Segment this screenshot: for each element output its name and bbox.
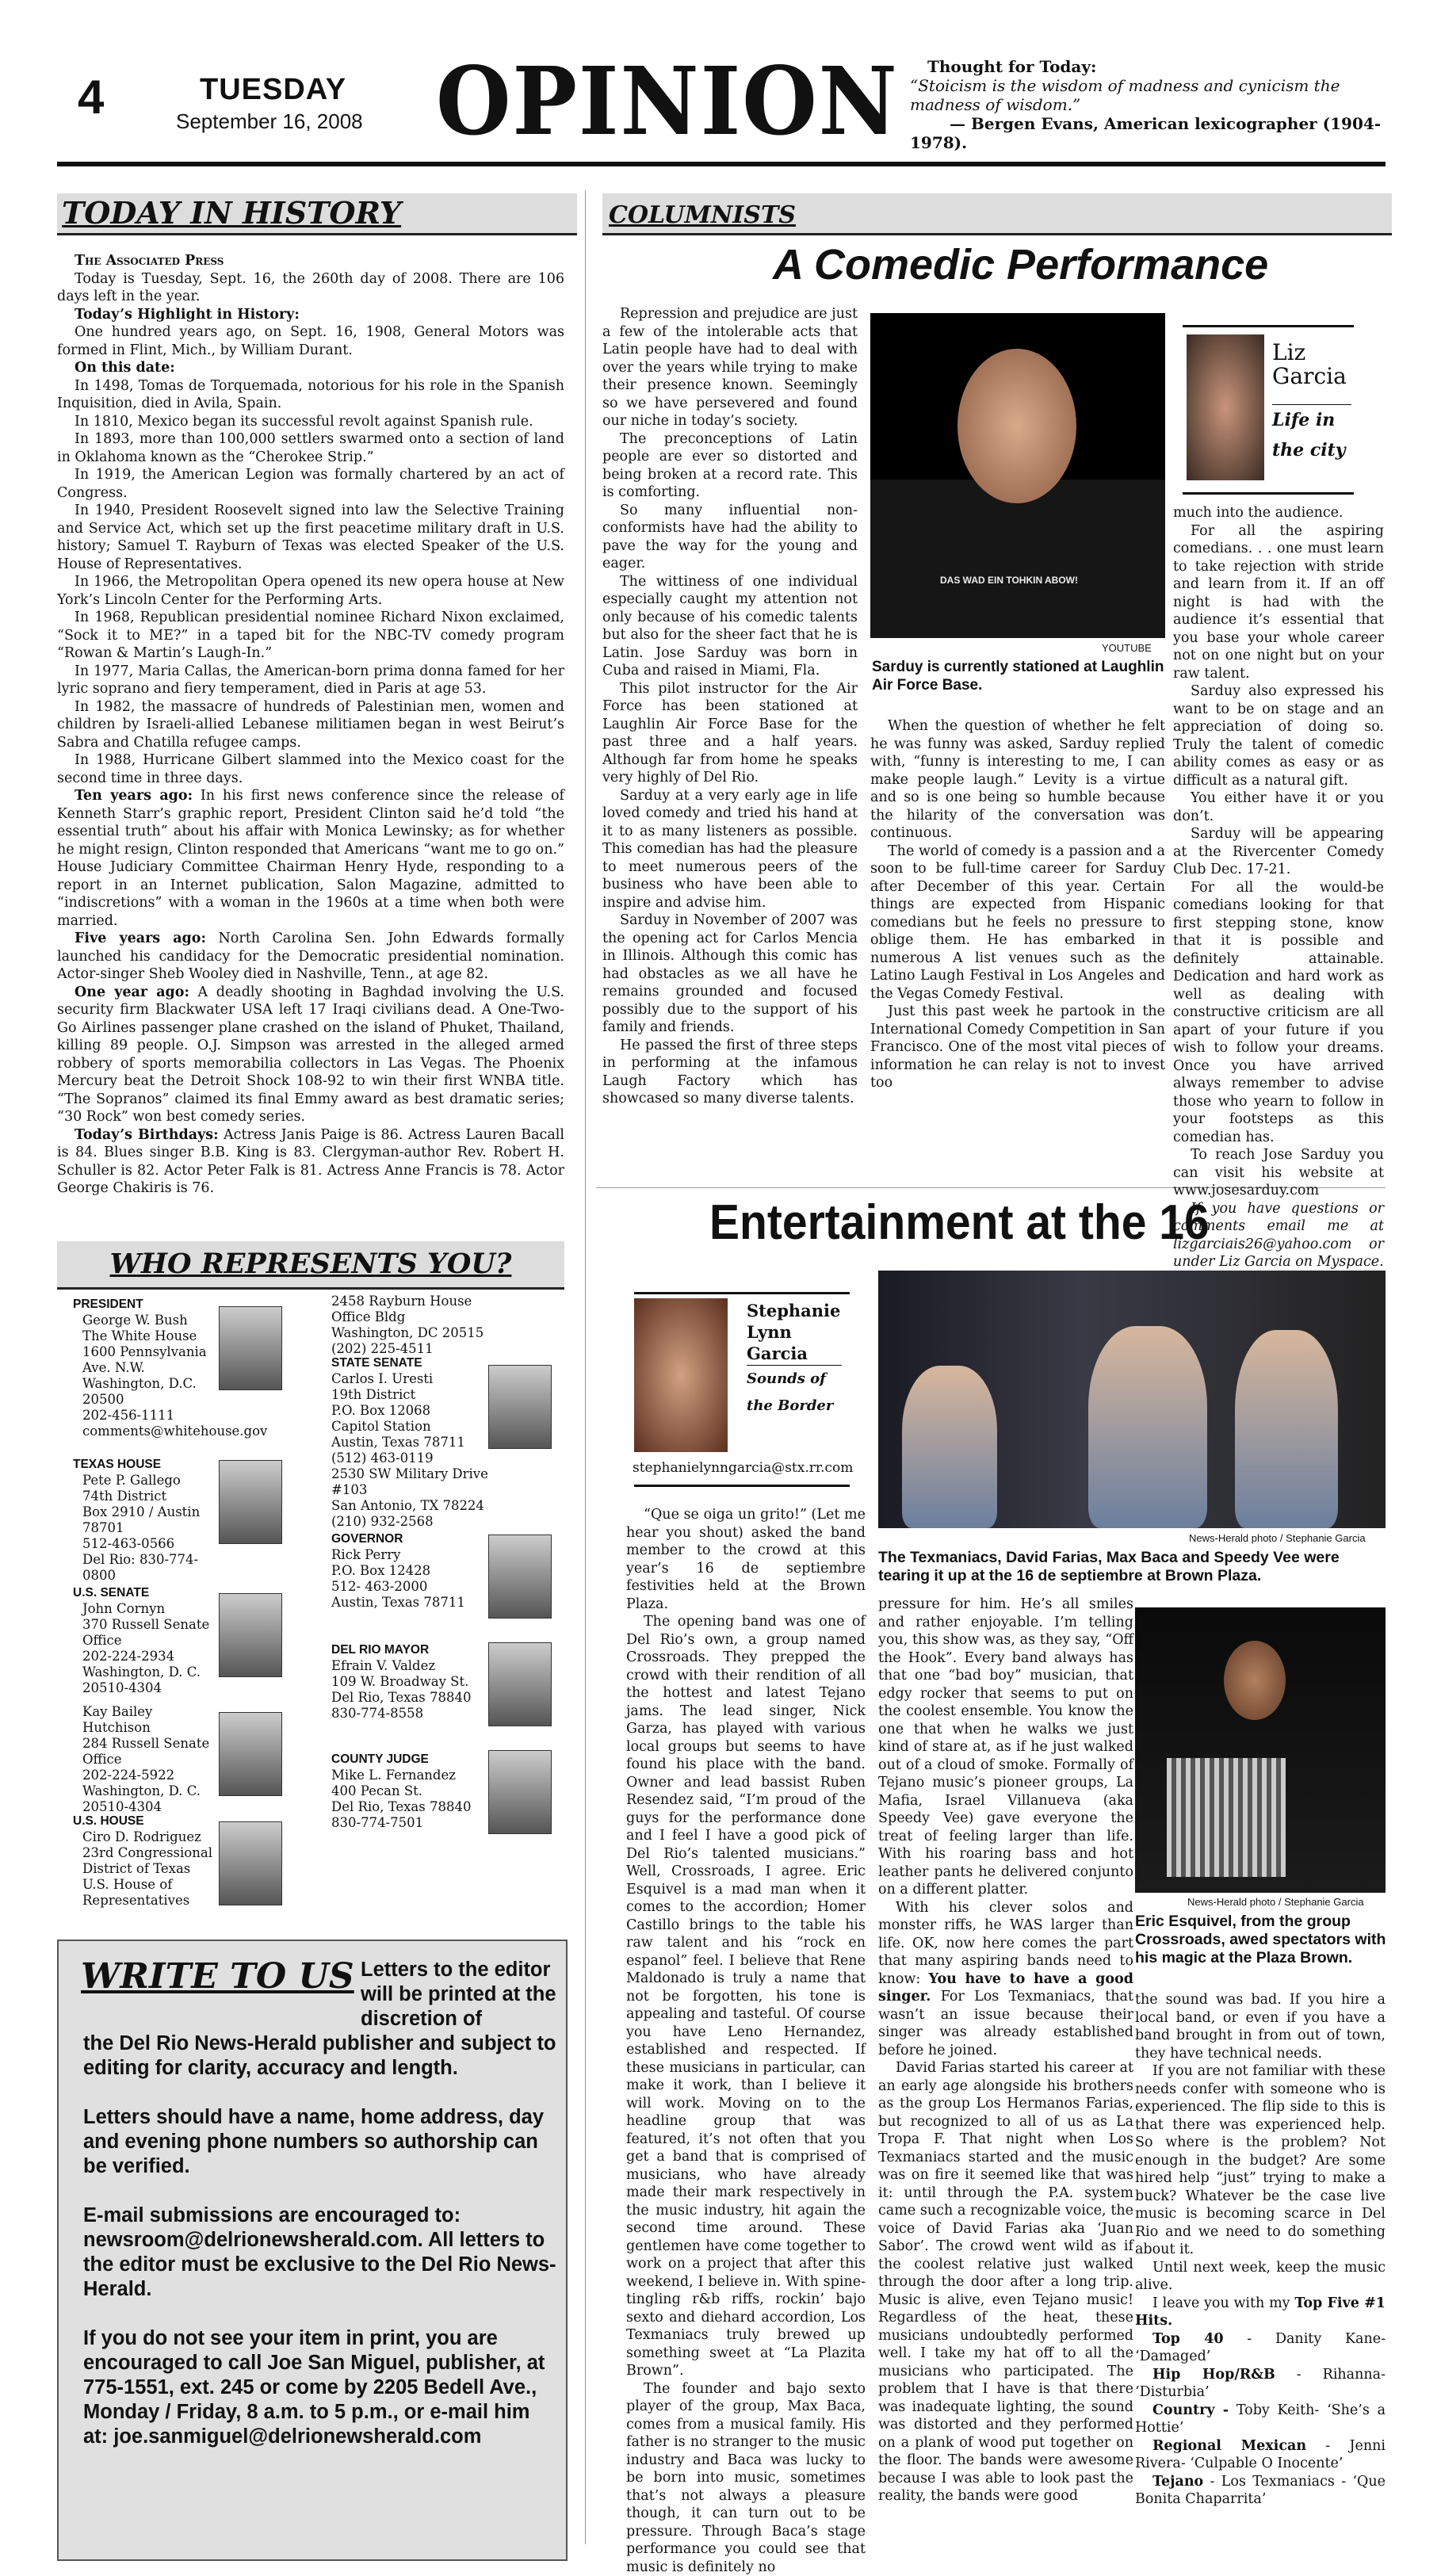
band-photo [878,1271,1386,1528]
hit-text: - Rihanna- ‘Disturbia’ [1135,2367,1386,2401]
rep-photo [219,1593,282,1677]
write-to-us-body [83,2031,559,2474]
history-event: In 1977, Maria Callas, the American-born prima donna famed for her lyric soprano and fiery temperament, died in Paris at age 53. [57,663,564,698]
article-text: I leave you with my [1152,2295,1290,2311]
rep-house-office [331,1294,490,1357]
rep-title: GOVERNOR [331,1531,490,1547]
history-event: In 1810, Mexico began its successful revolt against Spanish rule. [57,413,564,431]
columnist-column-name: Sounds of the Border [747,1365,842,1420]
hit-text: - Danity Kane- ‘Damaged’ [1135,2331,1386,2365]
hit-label: Top 40 [1152,2331,1224,2347]
history-event: In 1940, President Roosevelt signed into law the Selective Training and Service Act, which set up the first peacetime military draft in U.S. history; Samuel T. Rayburn of Texas was elected Speaker of the U.S. House of Representatives. [57,502,564,573]
hit-label: Regional Mexican [1152,2438,1306,2454]
rep-details: George W. Bush The White House 1600 Pennsylvania Ave. N.W. Washington, D.C. 20500 202-456-1111 comments@whitehouse.gov [73,1313,216,1439]
photo-shirt [870,480,1165,638]
rep-photo [219,1306,282,1390]
article-paragraph: Until next week, keep the music alive. [1135,2259,1386,2295]
hit-text: Toby Keith- ‘She’s a Hottie’ [1135,2402,1386,2436]
rep-details: Kay Bailey Hutchison 284 Russell Senate Office 202-224-5922 Washington, D. C. 20510-4304 [73,1704,216,1815]
history-event: In 1919, the American Legion was formally chartered by an act of Congress. [57,466,564,502]
column-paragraph: Repression and prejudice are just a few of the intolerable acts that Latin people have had to deal with over the years while trying to make their presence known. Seemingly so we have persevered and found our niche in today’s society. [602,305,858,430]
rep-us-senate-cornyn [73,1585,216,1696]
entertainment-text-a [626,1506,866,2576]
issue-date: September 16, 2008 [176,109,363,134]
masthead-rule [57,162,1386,166]
photo-caption: Eric Esquivel, from the group Crossroads, awed spectators with his magic at the Plaza Brown. [1135,1913,1387,1967]
column-paragraph: The preconceptions of Latin people are ever so distorted and being broken at a record rate. This is comforting. [602,430,858,502]
article-paragraph: “Que se oiga un grito!” (Let me hear you shout) asked the band member to the crowd at this year’s 16 de septiembre festivities held at the Brown Plaza. [626,1506,866,1613]
column-paragraph: The world of comedy is a passion and a soon to be full-time career for Sarduy after December of this year. Certain things are expected from Hispanic comedians but he feels no pressure to oblige them. He has embarked in numerous A list venues such as the Latino Laugh Festival in Los Angeles and the Vegas Comedy Festival. [870,843,1165,1003]
history-on-this-date-label: On this date: [57,359,564,377]
column-paragraph: Sarduy will be appearing at the Rivercenter Comedy Club Dec. 17-21. [1173,825,1384,879]
column-paragraph: When the question of whether he felt he was funny was asked, Sarduy replied with, “funny is interesting to me, I can make people laugh.” Levity is a virtue and so is one being so humble because the hilarity of the conversation was continuous. [870,717,1165,843]
history-event: In 1982, the massacre of hundreds of Palestinian men, women and children by Israeli-allied Lebanese militiamen began in west Beirut’s Sabra and Chatilla refugee camps. [57,698,564,752]
musician-figure [1088,1326,1207,1528]
photo-face [957,349,1076,503]
rep-photo [219,1712,282,1796]
write-paragraph: Letters should have a name, home address, day and evening phone numbers so authorship can be verified. [83,2105,559,2179]
photo-credit: News-Herald photo / Stephanie Garcia [1187,1896,1364,1908]
ten-years-label: Ten years ago: [75,788,193,804]
rep-details: Mike L. Fernandez 400 Pecan St. Del Rio, Texas 78840 830-774-7501 [331,1768,490,1831]
columnist-name: Stephanie Lynn Garcia [747,1300,842,1364]
column-paragraph: much into the audience. [1173,504,1384,522]
rep-state-senate [331,1355,490,1530]
column-divider [585,190,586,2544]
photo-caption: Sarduy is currently stationed at Laughlin Air Force Base. [872,658,1165,694]
article-paragraph: The opening band was one of Del Rio’s own, a group named Crossroads. They prepped the crowd with their rendition of all the hottest and latest Tejano jams. The lead singer, Nick Garza, has played with various local groups but seems to have found his place with the band. Owner and lead bassist Ruben Resendez said, “I’m proud of the guys for the performance done and I feel I have a good pick of Del Rio’s talented musicians.” Well, Crossroads, I agree. Eric Esquivel is a mad man when it comes to the accordion; Homer Castillo brings to the table his raw talent and his “rock en espanol” feel. I believe that Rene Maldonado is truly a name that not be forgotten, his tone is appealing and tasteful. Of course you have Leno Hernandez, established and respected. If these musicians in particular, can make it work, than I believe it will work. Moving on to the headline group that was featured, it’s not often that you get a band that is comprised of musicians, who have already made their mark respectively in the music industry, hit again the second time around. These gentlemen have come together to work on a project that after this weekend, I believe in. With spine-tingling r&b riffs, rockin’ bajo sexto and diehard accordion, Los Texmaniacs truly brewed up something sweet at “La Plazita Brown”. [626,1613,866,2380]
rep-us-senate-hutchison [73,1704,216,1815]
photo-credit: YOUTUBE [1102,642,1152,654]
rep-county-judge [331,1752,490,1831]
rep-photo [488,1750,552,1834]
history-event: In 1893, more than 100,000 settlers swarmed onto a section of land in Oklahoma known as the “Cherokee Strip.” [57,430,564,466]
rep-photo [219,1460,282,1544]
rep-title: DEL RIO MAYOR [331,1642,490,1658]
column-text-a [602,305,858,1108]
article-emphasis: You have to have a good singer. [878,1971,1133,2005]
ten-years-text: In his first news conference since the release of Kenneth Starr’s graphic report, President Clinton said he’d told “the essential truth” about his affair with Monica Lewinsky; as for whether he might resign, Clinton responded that Americans “want me to go on.” House Judiciary Committee Chairman Henry Hyde, responding to a report in an Internet publication, Salon Magazine, admitted to “indiscretions” with a woman in the 1960s at a time when both were married. [57,788,564,929]
musician-figure [902,1366,997,1528]
article-paragraph: pressure for him. He’s all smiles and rather enjoyable. I’m telling you, this show was, as they say, “Off the Hook”. Every band always has that one “bad boy” musician, that edgy rocker that seems to put on the coolest ensemble. You know the one that when he walks we just kind of stare at, as if he just walked out of a cloud of smoke. Formally of Tejano music’s pioneer groups, La Mafia, Israel Villanueva (aka Speedy Vee) gave everyone the treat of feeling larger than life. With his roaring bass and hot leather pants he delivered conjunto on a different platter. [878,1596,1133,1899]
five-years-label: Five years ago: [75,931,206,946]
column-paragraph: For all the aspiring comedians. . . one must learn to take rejection with stride and learn from it. If an off night is had with the audience it’s essential that you base your whole career not on one night but on your raw talent. [1173,522,1384,683]
rep-us-house [73,1814,216,1909]
article-paragraph: the sound was bad. If you hire a local band, or even if you have a band brought in from out of town, they have technical needs. [1135,1991,1386,2062]
article-text: For Los Texmaniacs, that wasn’t an issue because their singer was already established before he joined. [878,1989,1133,2058]
who-represents-heading: WHO REPRESENTS YOU? [57,1241,564,1290]
rep-title: TEXAS HOUSE [73,1457,216,1473]
rep-president [73,1297,216,1439]
accordionist-photo [1135,1607,1386,1893]
birthdays-text: Actress Janis Paige is 86. Actress Lauren Bacall is 84. Blues singer B.B. King is 83. Clergyman-author Rev. Robert H. Schuller is 82. Actor Peter Falk is 81. Actress Anne Francis is 78. Actor George Chakiris is 76. [57,1127,564,1197]
column-text-c [1173,504,1384,1271]
rep-photo [488,1642,552,1726]
history-highlight-label: Today’s Highlight in History: [57,306,564,324]
columnists-heading: COLUMNISTS [602,193,1392,235]
rep-title: PRESIDENT [73,1297,216,1313]
write-paragraph: the Del Rio News-Herald publisher and subject to editing for clarity, accuracy and length. [83,2031,559,2081]
page-number: 4 [78,70,104,124]
columnist-email[interactable]: stephanielynngarcia@stx.rr.com [633,1460,853,1476]
hit-text: - Jenni Rivera- ‘Culpable O Inocente’ [1135,2438,1386,2472]
history-intro: Today is Tuesday, Sept. 16, the 260th day of 2008. There are 106 days left in the year. [57,270,564,306]
write-to-us-heading: WRITE TO US [81,1956,354,1997]
rep-governor [331,1531,490,1611]
comedian-photo [870,313,1165,638]
column-paragraph: To reach Jose Sarduy you can visit his website at www.josesarduy.com [1173,1146,1384,1200]
hit-text: - Los Texmaniacs - ‘Que Bonita Chaparrita’ [1135,2474,1386,2508]
rep-details: Rick Perry P.O. Box 12428 512- 463-2000 Austin, Texas 78711 [331,1547,490,1611]
rep-photo [488,1535,552,1619]
five-years-text: North Carolina Sen. John Edwards formally launched his candidacy for the Democratic presidential nomination. Actor-singer Sheb Wooley died in Nashville, Tenn., at age 82. [57,931,564,982]
article-paragraph: If you are not familiar with these needs confer with someone who is experienced. The flip side to this is that there was experienced help. So where is the problem? Not enough in the budget? Are some hired help “just” trying to make a buck? Whatever be the case live music is becoming scarce in Del Rio and we need to do something about it. [1135,2062,1386,2259]
photo-face [1224,1641,1286,1720]
hit-label: Tejano [1152,2474,1203,2490]
rep-photo [219,1821,282,1905]
write-paragraph: E-mail submissions are encouraged to: newsroom@delrionewsherald.com. All letters to the editor must be exclusive to the Del Rio News-Herald. [83,2203,559,2302]
rep-title: U.S. SENATE [73,1585,216,1601]
rep-texas-house [73,1457,216,1584]
today-in-history-body [57,252,564,1198]
rep-title: COUNTY JUDGE [331,1752,490,1768]
column-paragraph: For all the would-be comedians looking for that first stepping stone, know that it is possible and definitely attainable. Dedication and hard work as well as dealing with constructive criticism are all apart of your future if you wish to follow your dreams. Once you have arrived always remember to advise those who yearn to follow in your footsteps as this comedian has. [1173,879,1384,1147]
article-text: With his clever solos and monster riffs, he WAS larger than life. OK, now here comes the part that many aspiring bands need to know: [878,1900,1133,1987]
thought-attribution: — Bergen Evans, American lexicographer (1904-1978). [910,114,1401,152]
hit-label: Hip Hop/R&B [1152,2367,1275,2383]
history-source: The Associated Press [57,252,564,270]
column-paragraph: Sarduy also expressed his want to be on stage and an appreciation of doing so. Truly the talent of comedic ability comes as easy or as difficult as a natural gift. [1173,682,1384,789]
photo-caption: The Texmaniacs, David Farias, Max Baca and Speedy Vee were tearing it up at the 16 de septiembre at Brown Plaza. [878,1549,1386,1585]
column-paragraph: He passed the first of three steps in performing at the infamous Laugh Factory which has showcased so many diverse talents. [602,1037,858,1108]
section-title: OPINION [436,46,899,156]
history-event: In 1968, Republican presidential nominee Richard Nixon exclaimed, “Sock it to ME?” in a taped bit for the NBC-TV comedy program “Rowan & Martin’s Laugh-In.” [57,609,564,663]
entertainment-text-c [1135,1991,1386,2509]
history-event: In 1988, Hurricane Gilbert slammed into the Mexico coast for the second time in three days. [57,751,564,787]
rep-title: STATE SENATE [331,1355,490,1371]
rep-title: U.S. HOUSE [73,1814,216,1829]
column-paragraph: Just this past week he partook in the International Comedy Competition in San Francisco. One of the most vital pieces of information he can relay is not to invest too [870,1003,1165,1092]
column-closing: If you have questions or comments email me at lizgarciais26@yahoo.com or under Liz Garcia on Myspace. [1173,1200,1384,1271]
rep-details: John Cornyn 370 Russell Senate Office 202-224-2934 Washington, D. C. 20510-4304 [73,1601,216,1696]
accordion-shape [1167,1758,1286,1877]
write-to-us-lead: Letters to the editor will be printed at the discretion of [361,1958,559,2031]
column-paragraph: Sarduy at a very early age in life loved comedy and tried his hand at it to as many listeners as possible. This comedian has had the pleasure to meet numerous peers of the business who have been able to inspire and advise him. [602,787,858,912]
musician-figure [1235,1330,1338,1528]
today-in-history-heading: TODAY IN HISTORY [57,193,577,235]
photo-shirt-text: DAS WAD EIN TOHKIN ABOW! [940,575,1078,586]
column-paragraph: The wittiness of one individual especially caught my attention not only because of his comedic talents but also for the sheer fact that he is Latin. Jose Sarduy was born in Cuba and raised in Miami, Fla. [602,573,858,680]
rep-mayor [331,1642,490,1722]
columnist-photo [1187,334,1264,480]
columnist-name: Liz Garcia [1272,341,1351,388]
entertainment-headline: Entertainment at the 16 [709,1194,1210,1251]
one-year-label: One year ago: [75,984,189,1000]
article-emphasis: Top Five #1 Hits. [1135,2295,1386,2329]
entertainment-text-b [878,1596,1133,2505]
write-paragraph: If you do not see your item in print, you are encouraged to call Joe San Miguel, publisher, at 775-1551, ext. 245 or come by 2205 Bedell Ave., Monday / Friday, 8 a.m. to 5 p.m., or e-mail him at: joe.sanmiguel@delrionewsherald.com [83,2326,559,2449]
issue-day: TUESDAY [200,73,346,107]
rep-details: Efrain V. Valdez 109 W. Broadway St. Del Rio, Texas 78840 830-774-8558 [331,1658,490,1722]
column-paragraph: Sarduy in November of 2007 was the opening act for Carlos Mencia in Illinois. Although this comic has had obstacles as we all have he remains grounded and focused possibly due to the support of his family and friends. [602,912,858,1037]
history-event: In 1498, Tomas de Torquemada, notorious for his role in the Spanish Inquisition, died in Avila, Spain. [57,377,564,413]
rep-details: Pete P. Gallego 74th District Box 2910 / Austin 78701 512-463-0566 Del Rio: 830-774-0800 [73,1473,216,1584]
thought-label: Thought for Today: [927,57,1401,76]
column-text-b [870,717,1165,1092]
columnist-photo [634,1298,728,1452]
rep-photo [488,1365,552,1449]
one-year-text: A deadly shooting in Baghdad involving the U.S. security firm Blackwater USA left 17 Iraqi civilians dead. A One-Two-Go Airlines passenger plane crashed on the island of Phuket, Thailand, killing 89 people. O.J. Simpson was arrested in the alleged armed robbery of sports memorabilia collectors in Las Vegas. The Phoenix Mercury beat the Detroit Shock 108-92 to win their first WNBA title. “The Sopranos” claimed its final Emmy award as best dramatic series; “30 Rock” won best comedy series. [57,984,564,1126]
rep-details: Ciro D. Rodriguez 23rd Congressional District of Texas U.S. House of Representatives [73,1829,216,1909]
thought-quote: “Stoicism is the wisdom of madness and cynicism the madness of wisdom.” [910,76,1401,114]
column-paragraph: This pilot instructor for the Air Force has been stationed at Laughlin Air Force Base for the past three and a half years. Although far from home he speaks very highly of Del Rio. [602,680,858,787]
column-paragraph: You either have it or you don’t. [1173,789,1384,825]
photo-credit: News-Herald photo / Stephanie Garcia [1189,1532,1366,1544]
rep-details: Carlos I. Uresti 19th District P.O. Box 12068 Capitol Station Austin, Texas 78711 (512) 463-0119 2530 SW Military Drive #103 San Antonio, TX 78224 (210) 932-2568 [331,1371,490,1530]
thought-for-today [910,57,1401,152]
history-highlight: One hundred years ago, on Sept. 16, 1908, General Motors was formed in Flint, Mich., by William Durant. [57,323,564,359]
column-headline: A Comedic Performance [773,240,1268,289]
history-event: In 1966, the Metropolitan Opera opened its new opera house at New York’s Lincoln Center for the Performing Arts. [57,573,564,609]
column-paragraph: So many influential non-conformists have had the ability to pave the way for the young and eager. [602,502,858,573]
hit-label: Country - [1152,2402,1229,2418]
rep-details: 2458 Rayburn House Office Bldg Washington, DC 20515 (202) 225-4511 [331,1294,490,1357]
article-paragraph: The founder and bajo sexto player of the group, Max Baca, comes from a musical family. His father is no stranger to the music industry and Baca was lucky to be born into music, sometimes that’s not always a pleasure though, it can turn out to be pressure. Through Baca’s stage performance you could see that music is definitely no [626,2380,866,2576]
article-paragraph: David Farias started his career at an early age alongside his brothers as the group Los Hermanos Farias, but recognized to all of us as La Tropa F. That night when Los Texmaniacs started and the music was on fire it seemed like that was it: until through the P.A. system came such a recognizable voice, the voice of David Farias aka ‘Juan Sabor’. The crowd went wild as if the coolest relative just walked through the door after a long trip. Music is alive, even Tejano music! Regardless of the heat, these musicians undoubtedly performed well. I take my hat off to all the musicians who participated. The problem that I have is that there was inadequate lighting, the sound was distorted and they performed on a plank of wood put together on the floor. The bands were awesome because I was able to look past the reality, the bands were good [878,2059,1133,2505]
birthdays-label: Today’s Birthdays: [75,1127,219,1143]
columnist-column-name: Life in the city [1272,404,1351,465]
